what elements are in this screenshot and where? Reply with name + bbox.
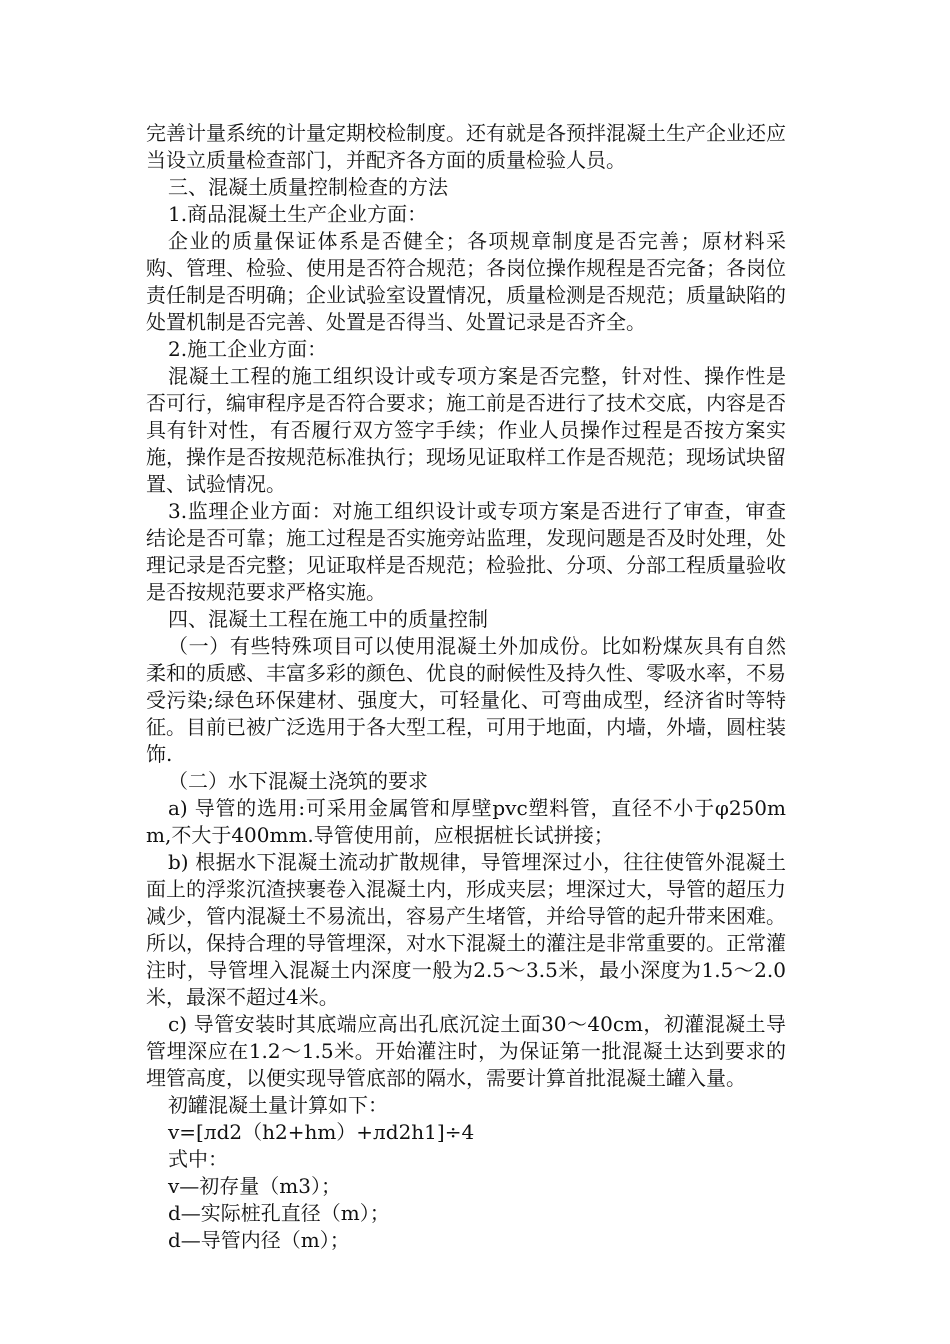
formula: v=[лd2（h2+hm）+лd2h1]÷4 [168,1120,475,1144]
section-heading: 三、混凝土质量控制检查的方法 [168,175,448,199]
paragraph: 3.监理企业方面：对施工组织设计或专项方案是否进行了审查，审查结论是否可靠；施工过程是否实施旁站监理，发现问题是否及时处理，处理记录是否完整；见证取样是否规范；检验批、分项、分部工程质量验收是否按规范要求严格实施。 [146,499,786,604]
subsection-heading: 1.商品混凝土生产企业方面： [168,202,428,226]
list-item: c) 导管安装时其底端应高出孔底沉淀土面30～40cm，初灌混凝土导管埋深应在1.2～1.5米。开始灌注时，为保证第一批混凝土达到要求的埋管高度，以便实现导管底部的隔水，需要计算首批混凝土罐入量。 [146,1012,786,1090]
document-body [146,120,786,1254]
subsection-heading: （二）水下混凝土浇筑的要求 [168,769,428,793]
list-item: a) 导管的选用:可采用金属管和厚壁pvc塑料管，直径不小于φ250mm,不大于400mm.导管使用前，应根据桩长试拼接； [146,796,786,847]
subsection-heading: 2.施工企业方面： [168,337,328,361]
paragraph: 企业的质量保证体系是否健全；各项规章制度是否完善；原材料采购、管理、检验、使用是否符合规范；各岗位操作规程是否完备；各岗位责任制是否明确；企业试验室设置情况，质量检测是否规范；质量缺陷的处置机制是否完善、处置是否得当、处置记录是否齐全。 [146,229,786,334]
definition-item: d—实际桩孔直径（m）； [168,1201,390,1225]
paragraph: 式中： [168,1147,228,1171]
paragraph: 混凝土工程的施工组织设计或专项方案是否完整，针对性、操作性是否可行，编审程序是否符合要求；施工前是否进行了技术交底，内容是否具有针对性，有否履行双方签字手续；作业人员操作过程是否按方案实施，操作是否按规范标准执行；现场见证取样工作是否规范；现场试块留置、试验情况。 [146,364,786,496]
paragraph: 初罐混凝土量计算如下： [168,1093,388,1117]
paragraph: （一）有些特殊项目可以使用混凝土外加成份。比如粉煤灰具有自然柔和的质感、丰富多彩的颜色、优良的耐候性及持久性、零吸水率，不易受污染;绿色环保建材、强度大，可轻量化、可弯曲成型，经济省时等特征。目前已被广泛选用于各大型工程，可用于地面，内墙，外墙，圆柱装饰. [146,634,786,766]
definition-item: v—初存量（m3）； [168,1174,341,1198]
paragraph: 完善计量系统的计量定期校检制度。还有就是各预拌混凝土生产企业还应当设立质量检查部门，并配齐各方面的质量检验人员。 [146,121,786,172]
definition-item: d—导管内径（m）； [168,1228,350,1252]
section-heading: 四、混凝土工程在施工中的质量控制 [168,607,488,631]
list-item: b) 根据水下混凝土流动扩散规律，导管埋深过小，往往使管外混凝土面上的浮浆沉渣挟裹卷入混凝土内，形成夹层；埋深过大，导管的超压力减少，管内混凝土不易流出，容易产生堵管，并给导管的起升带来困难。所以，保持合理的导管埋深，对水下混凝土的灌注是非常重要的。正常灌注时，导管埋入混凝土内深度一般为2.5～3.5米，最小深度为1.5～2.0米，最深不超过4米。 [146,850,786,1009]
